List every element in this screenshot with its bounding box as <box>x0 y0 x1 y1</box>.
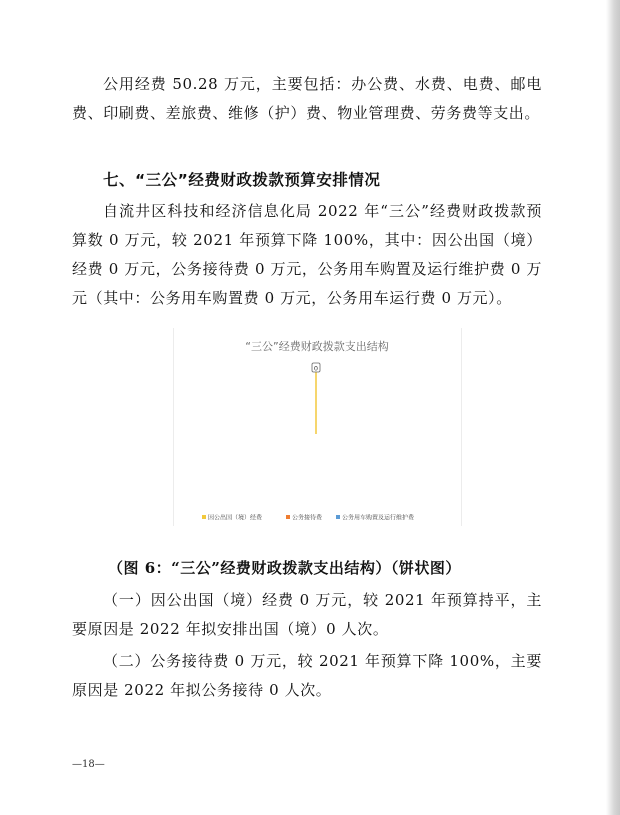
data-label: 0 <box>313 364 319 373</box>
figure-caption: （图 6：“三公”经费财政拨款支出结构）（饼状图） <box>108 559 461 577</box>
pie-chart-svg <box>174 328 461 526</box>
paragraph-three-public-budget: 自流井区科技和经济信息化局 2022 年“三公”经费财政拨款预算数 0 万元，较 2021 年预算下降 100%，其中：因公出国（境）经费 0 万元，公务接待费 0 万元，公务用车购置及运行维护费 0 万元（其中：公务用车购置费 0 万元，公务用车运行费 0 万元）。 <box>72 202 542 307</box>
legend-label: 公务接待费 <box>292 514 323 522</box>
legend-swatch <box>336 515 340 519</box>
pie-chart <box>173 328 462 526</box>
legend-item <box>336 514 415 522</box>
section-heading: 七、“三公”经费财政拨款预算安排情况 <box>103 171 381 189</box>
legend-item <box>202 514 263 522</box>
legend <box>202 514 415 522</box>
page-shadow <box>606 0 620 815</box>
legend-label: 公务用车购置及运行维护费 <box>342 514 415 522</box>
chart-title: “三公”经费财政拨款支出结构 <box>245 340 389 353</box>
legend-swatch <box>202 515 206 519</box>
legend-item <box>286 514 323 522</box>
page-number: —18— <box>72 759 105 770</box>
legend-swatch <box>286 515 290 519</box>
paragraph-reception: （二）公务接待费 0 万元，较 2021 年预算下降 100%，主要原因是 2022 年拟公务接待 0 人次。 <box>72 652 542 699</box>
paragraph-outbound-travel: （一）因公出国（境）经费 0 万元，较 2021 年预算持平，主要原因是 2022 年拟安排出国（境）0 人次。 <box>72 591 542 638</box>
paragraph-public-expenses: 公用经费 50.28 万元，主要包括：办公费、水费、电费、邮电费、印刷费、差旅费、维修（护）费、物业管理费、劳务费等支出。 <box>72 75 542 122</box>
legend-label: 因公出国（境）经费 <box>208 514 263 522</box>
